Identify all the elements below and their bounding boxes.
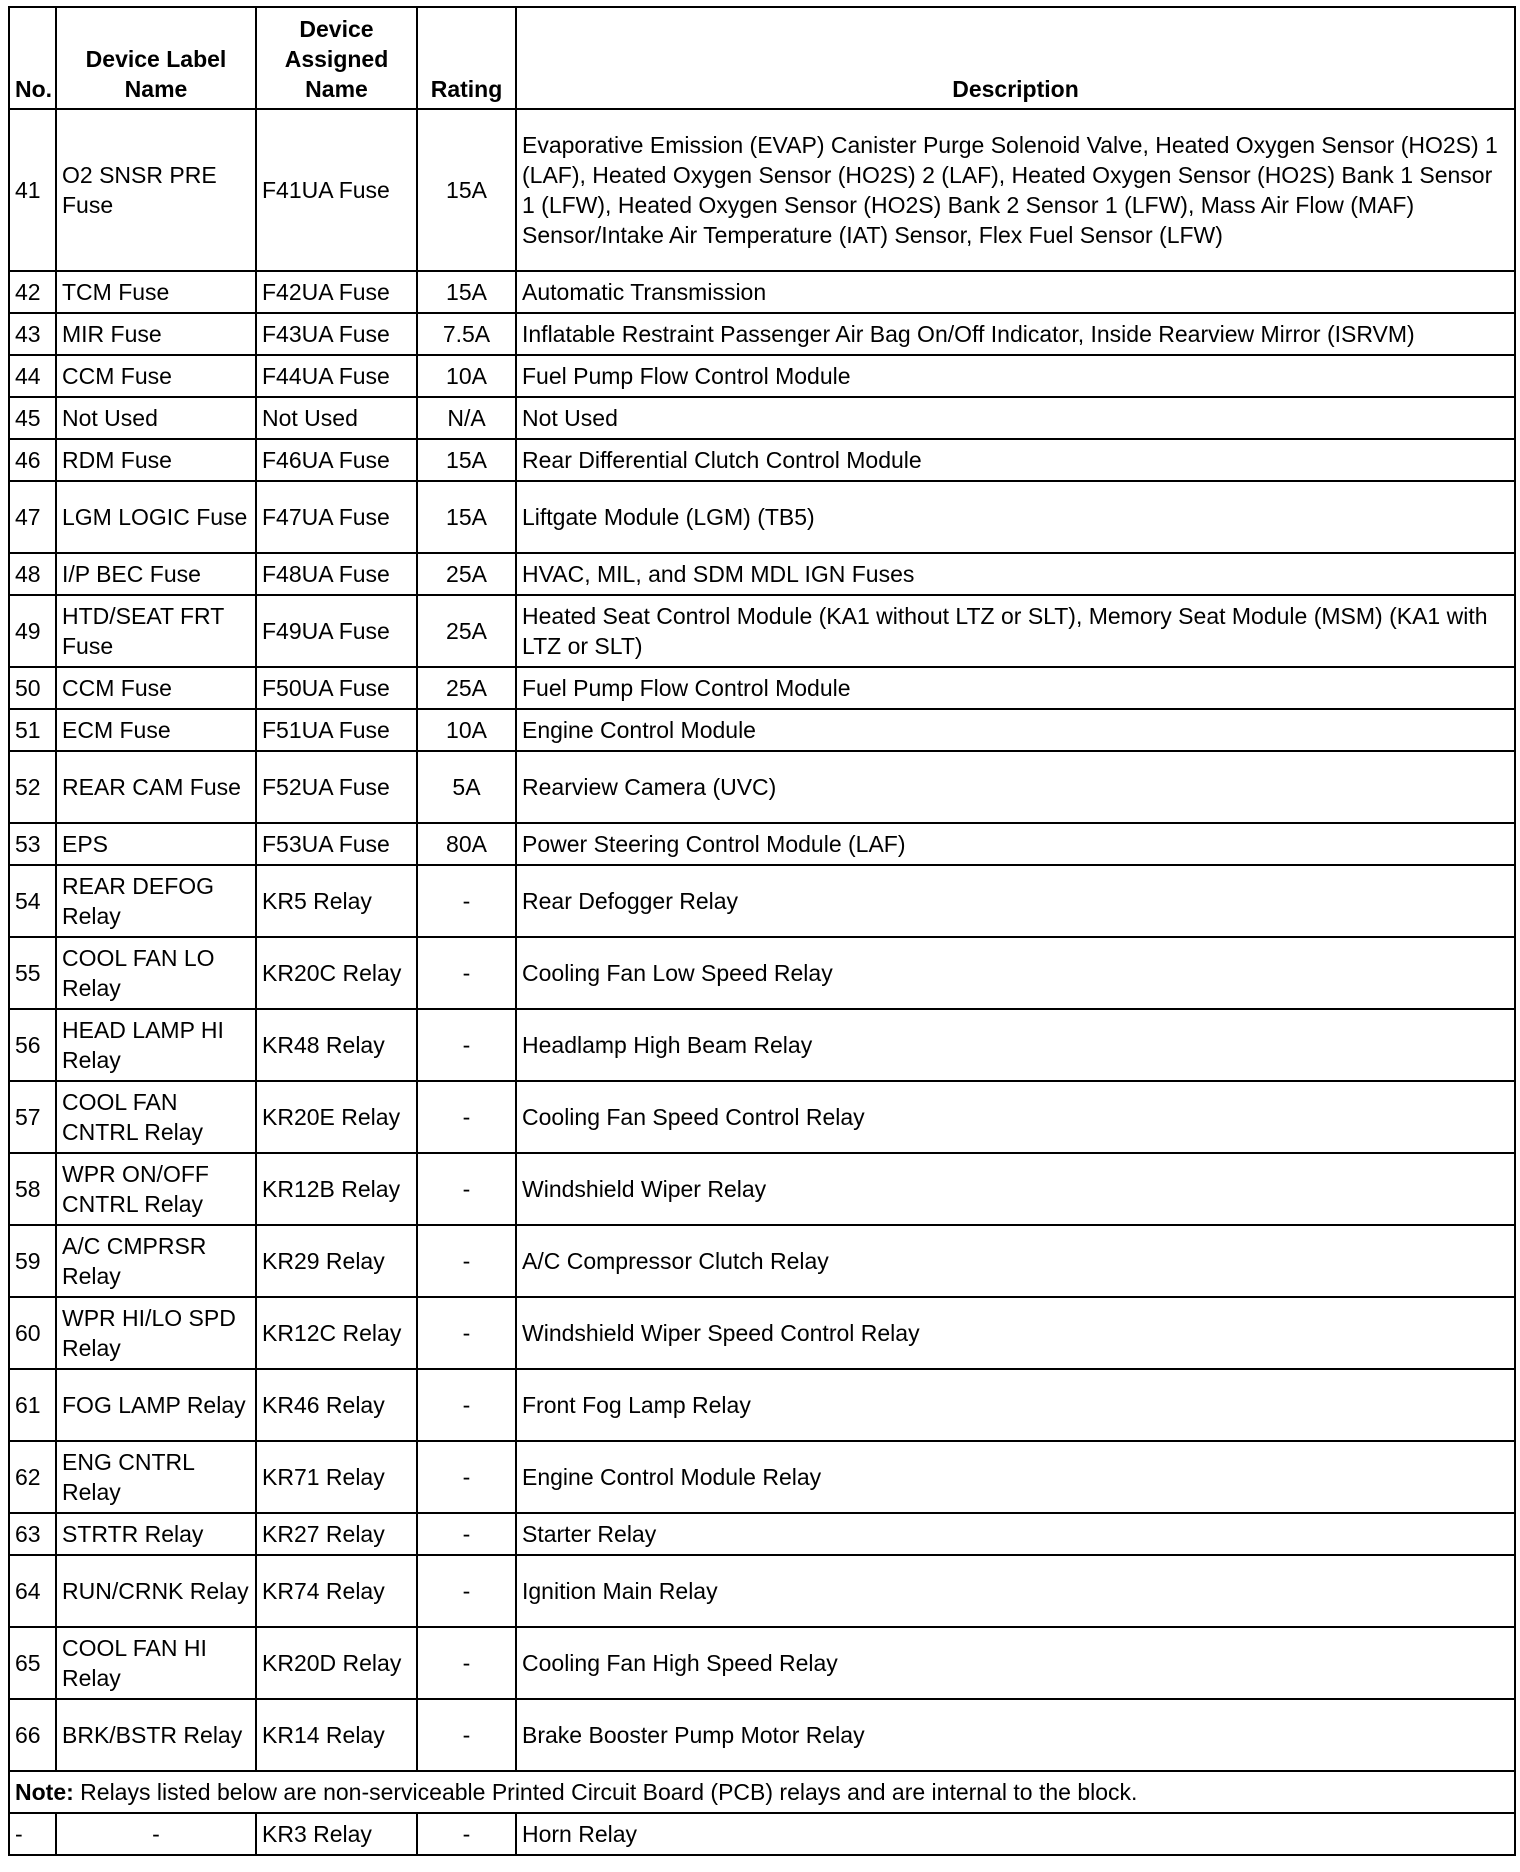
row-assigned-name: F49UA Fuse	[256, 595, 417, 667]
row-rating: -	[417, 865, 516, 937]
table-row	[9, 595, 1515, 667]
row-device-label: MIR Fuse	[56, 313, 256, 355]
row-assigned-name: KR20C Relay	[256, 937, 417, 1009]
row-rating: 15A	[417, 109, 516, 271]
row-rating: -	[417, 1297, 516, 1369]
table-row	[9, 1555, 1515, 1627]
row-assigned-name: F50UA Fuse	[256, 667, 417, 709]
row-assigned-name: Not Used	[256, 397, 417, 439]
row-device-label: -	[56, 1813, 256, 1855]
row-description: Horn Relay	[516, 1813, 1515, 1855]
row-assigned-name: KR29 Relay	[256, 1225, 417, 1297]
row-device-label: CCM Fuse	[56, 667, 256, 709]
row-device-label: CCM Fuse	[56, 355, 256, 397]
row-assigned-name: KR12C Relay	[256, 1297, 417, 1369]
row-no: 46	[9, 439, 56, 481]
row-no: 63	[9, 1513, 56, 1555]
table-row	[9, 667, 1515, 709]
row-description: Evaporative Emission (EVAP) Canister Purge Solenoid Valve, Heated Oxygen Sensor (HO2S) 1 (LAF), Heated Oxygen Sensor (HO2S) 2 (LAF), Heated Oxygen Sensor (HO2S) Bank 1 Sensor 1 (LFW), Heated Oxygen Sensor (HO2S) Bank 2 Sensor 1 (LFW), Mass Air Flow (MAF) Sensor/Intake Air Temperature (IAT) Sensor, Flex Fuel Sensor (LFW)	[516, 109, 1515, 271]
header-device-label-name: Device Label Name	[56, 7, 256, 109]
row-assigned-name: KR14 Relay	[256, 1699, 417, 1771]
row-device-label: BRK/BSTR Relay	[56, 1699, 256, 1771]
row-assigned-name: F48UA Fuse	[256, 553, 417, 595]
row-rating: -	[417, 1081, 516, 1153]
row-device-label: COOL FAN CNTRL Relay	[56, 1081, 256, 1153]
row-no: 41	[9, 109, 56, 271]
row-device-label: HTD/SEAT FRT Fuse	[56, 595, 256, 667]
table-row	[9, 751, 1515, 823]
row-device-label: O2 SNSR PRE Fuse	[56, 109, 256, 271]
row-device-label: EPS	[56, 823, 256, 865]
row-device-label: REAR CAM Fuse	[56, 751, 256, 823]
row-description: Ignition Main Relay	[516, 1555, 1515, 1627]
table-row	[9, 1699, 1515, 1771]
pcb-relay-row	[9, 1813, 1515, 1855]
row-no: 43	[9, 313, 56, 355]
row-assigned-name: F47UA Fuse	[256, 481, 417, 553]
row-no: 45	[9, 397, 56, 439]
header-no: No.	[9, 7, 56, 109]
row-description: A/C Compressor Clutch Relay	[516, 1225, 1515, 1297]
table-row	[9, 937, 1515, 1009]
row-rating: 10A	[417, 709, 516, 751]
row-description: Windshield Wiper Speed Control Relay	[516, 1297, 1515, 1369]
row-no: 61	[9, 1369, 56, 1441]
row-no: 59	[9, 1225, 56, 1297]
row-device-label: FOG LAMP Relay	[56, 1369, 256, 1441]
row-no: 64	[9, 1555, 56, 1627]
row-description: Engine Control Module	[516, 709, 1515, 751]
row-assigned-name: F52UA Fuse	[256, 751, 417, 823]
row-description: Cooling Fan Low Speed Relay	[516, 937, 1515, 1009]
row-assigned-name: KR46 Relay	[256, 1369, 417, 1441]
table-row	[9, 823, 1515, 865]
row-rating: 15A	[417, 271, 516, 313]
row-rating: -	[417, 1369, 516, 1441]
row-rating: -	[417, 937, 516, 1009]
row-description: Engine Control Module Relay	[516, 1441, 1515, 1513]
row-description: Automatic Transmission	[516, 271, 1515, 313]
row-no: 58	[9, 1153, 56, 1225]
row-device-label: LGM LOGIC Fuse	[56, 481, 256, 553]
row-assigned-name: KR48 Relay	[256, 1009, 417, 1081]
row-rating: N/A	[417, 397, 516, 439]
row-assigned-name: KR27 Relay	[256, 1513, 417, 1555]
note-cell	[9, 1771, 1515, 1813]
row-description: Liftgate Module (LGM) (TB5)	[516, 481, 1515, 553]
row-rating: -	[417, 1699, 516, 1771]
note-label: Note:	[15, 1779, 74, 1805]
row-device-label: Not Used	[56, 397, 256, 439]
row-rating: -	[417, 1513, 516, 1555]
row-rating: 25A	[417, 595, 516, 667]
header-device-assigned-name: Device Assigned Name	[256, 7, 417, 109]
row-no: 47	[9, 481, 56, 553]
row-no: 65	[9, 1627, 56, 1699]
row-description: Cooling Fan Speed Control Relay	[516, 1081, 1515, 1153]
table-row	[9, 397, 1515, 439]
row-assigned-name: KR74 Relay	[256, 1555, 417, 1627]
table-row	[9, 709, 1515, 751]
header-description: Description	[516, 7, 1515, 109]
row-rating: 7.5A	[417, 313, 516, 355]
row-description: Fuel Pump Flow Control Module	[516, 355, 1515, 397]
row-description: Heated Seat Control Module (KA1 without LTZ or SLT), Memory Seat Module (MSM) (KA1 with LTZ or SLT)	[516, 595, 1515, 667]
row-description: Power Steering Control Module (LAF)	[516, 823, 1515, 865]
row-no: -	[9, 1813, 56, 1855]
row-device-label: WPR ON/OFF CNTRL Relay	[56, 1153, 256, 1225]
row-rating: 80A	[417, 823, 516, 865]
row-assigned-name: F53UA Fuse	[256, 823, 417, 865]
header-row	[9, 7, 1515, 109]
row-no: 49	[9, 595, 56, 667]
table-row	[9, 865, 1515, 937]
row-assigned-name: KR5 Relay	[256, 865, 417, 937]
note-text: Relays listed below are non-serviceable Printed Circuit Board (PCB) relays and are internal to the block.	[73, 1779, 1138, 1805]
table-row	[9, 1513, 1515, 1555]
table-row	[9, 481, 1515, 553]
row-description: HVAC, MIL, and SDM MDL IGN Fuses	[516, 553, 1515, 595]
row-assigned-name: F51UA Fuse	[256, 709, 417, 751]
row-rating: -	[417, 1627, 516, 1699]
row-no: 60	[9, 1297, 56, 1369]
row-device-label: ENG CNTRL Relay	[56, 1441, 256, 1513]
row-device-label: RUN/CRNK Relay	[56, 1555, 256, 1627]
row-rating: -	[417, 1441, 516, 1513]
row-description: Cooling Fan High Speed Relay	[516, 1627, 1515, 1699]
row-description: Rear Differential Clutch Control Module	[516, 439, 1515, 481]
row-description: Starter Relay	[516, 1513, 1515, 1555]
row-description: Rear Defogger Relay	[516, 865, 1515, 937]
table-row	[9, 313, 1515, 355]
row-description: Fuel Pump Flow Control Module	[516, 667, 1515, 709]
table-row	[9, 1297, 1515, 1369]
table-row	[9, 1009, 1515, 1081]
table-row	[9, 553, 1515, 595]
table-row	[9, 1369, 1515, 1441]
table-row	[9, 439, 1515, 481]
row-rating: 15A	[417, 481, 516, 553]
row-rating: -	[417, 1009, 516, 1081]
row-assigned-name: F41UA Fuse	[256, 109, 417, 271]
row-rating: 25A	[417, 667, 516, 709]
row-description: Rearview Camera (UVC)	[516, 751, 1515, 823]
table-row	[9, 1627, 1515, 1699]
row-assigned-name: F42UA Fuse	[256, 271, 417, 313]
row-no: 51	[9, 709, 56, 751]
row-no: 42	[9, 271, 56, 313]
row-device-label: REAR DEFOG Relay	[56, 865, 256, 937]
row-device-label: TCM Fuse	[56, 271, 256, 313]
row-rating: -	[417, 1225, 516, 1297]
row-assigned-name: KR20E Relay	[256, 1081, 417, 1153]
row-rating: 25A	[417, 553, 516, 595]
row-description: Not Used	[516, 397, 1515, 439]
row-device-label: COOL FAN HI Relay	[56, 1627, 256, 1699]
table-row	[9, 1153, 1515, 1225]
row-assigned-name: KR3 Relay	[256, 1813, 417, 1855]
row-rating: -	[417, 1153, 516, 1225]
table-row	[9, 1081, 1515, 1153]
row-device-label: COOL FAN LO Relay	[56, 937, 256, 1009]
table-row	[9, 271, 1515, 313]
row-assigned-name: F46UA Fuse	[256, 439, 417, 481]
row-device-label: HEAD LAMP HI Relay	[56, 1009, 256, 1081]
row-assigned-name: F43UA Fuse	[256, 313, 417, 355]
table-row	[9, 1441, 1515, 1513]
row-no: 55	[9, 937, 56, 1009]
row-description: Inflatable Restraint Passenger Air Bag On/Off Indicator, Inside Rearview Mirror (ISRVM)	[516, 313, 1515, 355]
row-assigned-name: KR20D Relay	[256, 1627, 417, 1699]
note-row	[9, 1771, 1515, 1813]
row-no: 56	[9, 1009, 56, 1081]
row-device-label: STRTR Relay	[56, 1513, 256, 1555]
row-no: 48	[9, 553, 56, 595]
row-rating: -	[417, 1813, 516, 1855]
row-device-label: I/P BEC Fuse	[56, 553, 256, 595]
row-device-label: ECM Fuse	[56, 709, 256, 751]
row-no: 50	[9, 667, 56, 709]
row-device-label: A/C CMPRSR Relay	[56, 1225, 256, 1297]
row-no: 66	[9, 1699, 56, 1771]
row-rating: -	[417, 1555, 516, 1627]
row-device-label: WPR HI/LO SPD Relay	[56, 1297, 256, 1369]
row-no: 52	[9, 751, 56, 823]
row-description: Headlamp High Beam Relay	[516, 1009, 1515, 1081]
row-no: 57	[9, 1081, 56, 1153]
row-description: Front Fog Lamp Relay	[516, 1369, 1515, 1441]
row-assigned-name: KR12B Relay	[256, 1153, 417, 1225]
table-row	[9, 355, 1515, 397]
header-rating: Rating	[417, 7, 516, 109]
row-rating: 5A	[417, 751, 516, 823]
row-rating: 15A	[417, 439, 516, 481]
table-row	[9, 109, 1515, 271]
row-no: 44	[9, 355, 56, 397]
row-device-label: RDM Fuse	[56, 439, 256, 481]
row-no: 53	[9, 823, 56, 865]
row-rating: 10A	[417, 355, 516, 397]
row-description: Brake Booster Pump Motor Relay	[516, 1699, 1515, 1771]
row-no: 54	[9, 865, 56, 937]
table-row	[9, 1225, 1515, 1297]
row-description: Windshield Wiper Relay	[516, 1153, 1515, 1225]
row-assigned-name: F44UA Fuse	[256, 355, 417, 397]
row-assigned-name: KR71 Relay	[256, 1441, 417, 1513]
row-no: 62	[9, 1441, 56, 1513]
fuse-relay-table	[8, 6, 1516, 1856]
